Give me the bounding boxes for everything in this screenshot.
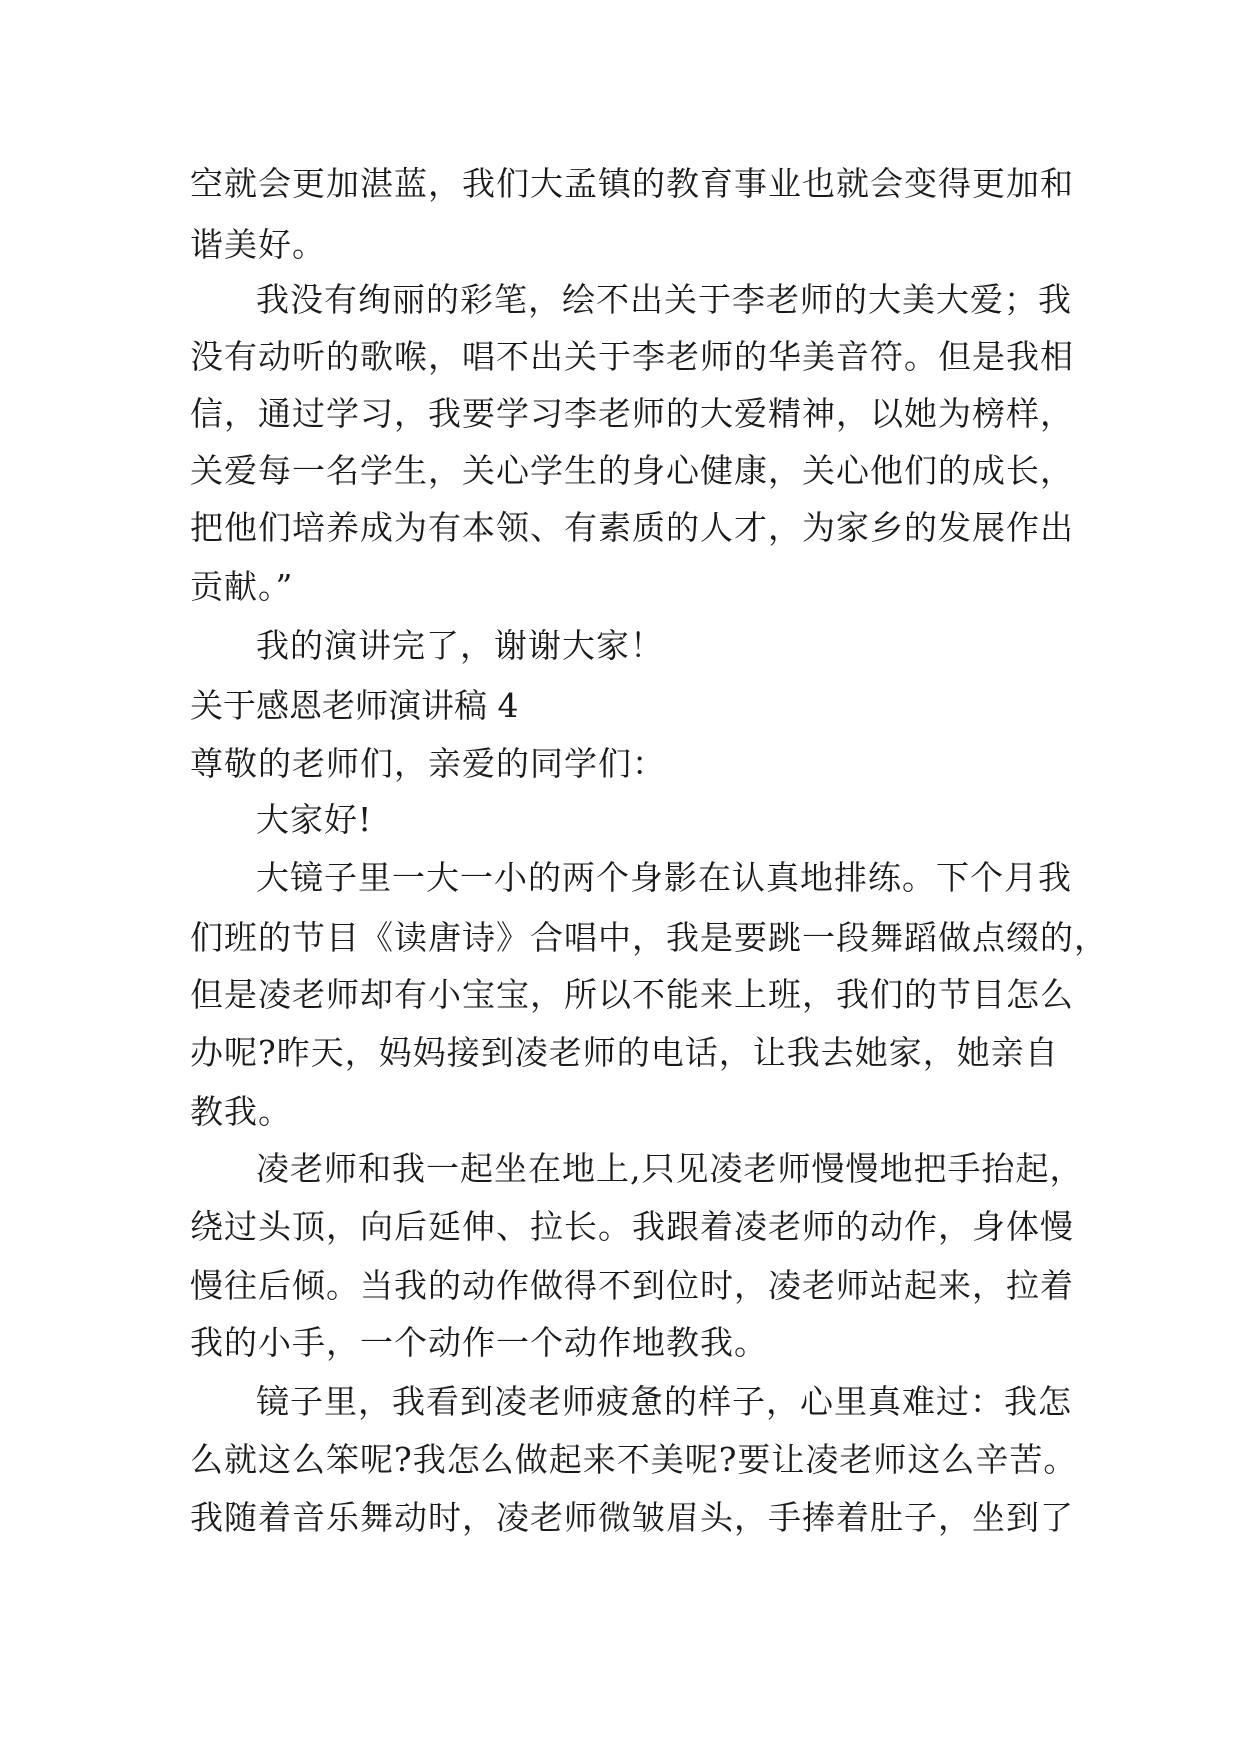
- text-line: 大镜子里一大一小的两个身影在认真地排练。下个月我: [256, 858, 1072, 897]
- section-heading: 关于感恩老师演讲稿 4: [190, 686, 519, 725]
- text-line: 贡献。”: [190, 567, 294, 606]
- text-line: 我的演讲完了，谢谢大家！: [256, 626, 664, 665]
- text-line: 我没有绚丽的彩笔，绘不出关于李老师的大美大爱；我: [256, 280, 1072, 319]
- text-line: 把他们培养成为有本领、有素质的人才，为家乡的发展作出: [190, 508, 1074, 547]
- text-line: 绕过头顶，向后延伸、拉长。我跟着凌老师的动作，身体慢: [190, 1207, 1074, 1246]
- text-line: 我的小手，一个动作一个动作地教我。: [190, 1323, 768, 1362]
- text-line: 我随着音乐舞动时，凌老师微皱眉头，手捧着肚子，坐到了: [190, 1498, 1074, 1537]
- text-line: 镜子里，我看到凌老师疲惫的样子，心里真难过：我怎: [256, 1382, 1072, 1421]
- text-line: 空就会更加湛蓝，我们大孟镇的教育事业也就会变得更加和: [190, 164, 1074, 203]
- text-line: 么就这么笨呢?我怎么做起来不美呢?要让凌老师这么辛苦。: [190, 1440, 1078, 1479]
- text-line: 慢往后倾。当我的动作做得不到位时，凌老师站起来，拉着: [190, 1266, 1074, 1305]
- text-line: 教我。: [190, 1092, 292, 1131]
- greeting: 大家好!: [256, 800, 373, 839]
- text-line: 办呢?昨天，妈妈接到凌老师的电话，让我去她家，她亲自: [190, 1033, 1059, 1072]
- text-line: 谐美好。: [190, 225, 326, 264]
- text-line: 没有动听的歌喉，唱不出关于李老师的华美音符。但是我相: [190, 337, 1074, 376]
- salutation: 尊敬的老师们，亲爱的同学们：: [190, 744, 666, 783]
- text-line: 关爱每一名学生，关心学生的身心健康，关心他们的成长，: [190, 451, 1074, 490]
- text-line: 凌老师和我一起坐在地上,只见凌老师慢慢地把手抬起，: [256, 1149, 1084, 1188]
- text-line: 但是凌老师却有小宝宝，所以不能来上班，我们的节目怎么: [190, 975, 1074, 1014]
- text-line: 们班的节目《读唐诗》合唱中，我是要跳一段舞蹈做点缀的，: [190, 918, 1108, 957]
- text-line: 信，通过学习，我要学习李老师的大爱精神，以她为榜样，: [190, 394, 1074, 433]
